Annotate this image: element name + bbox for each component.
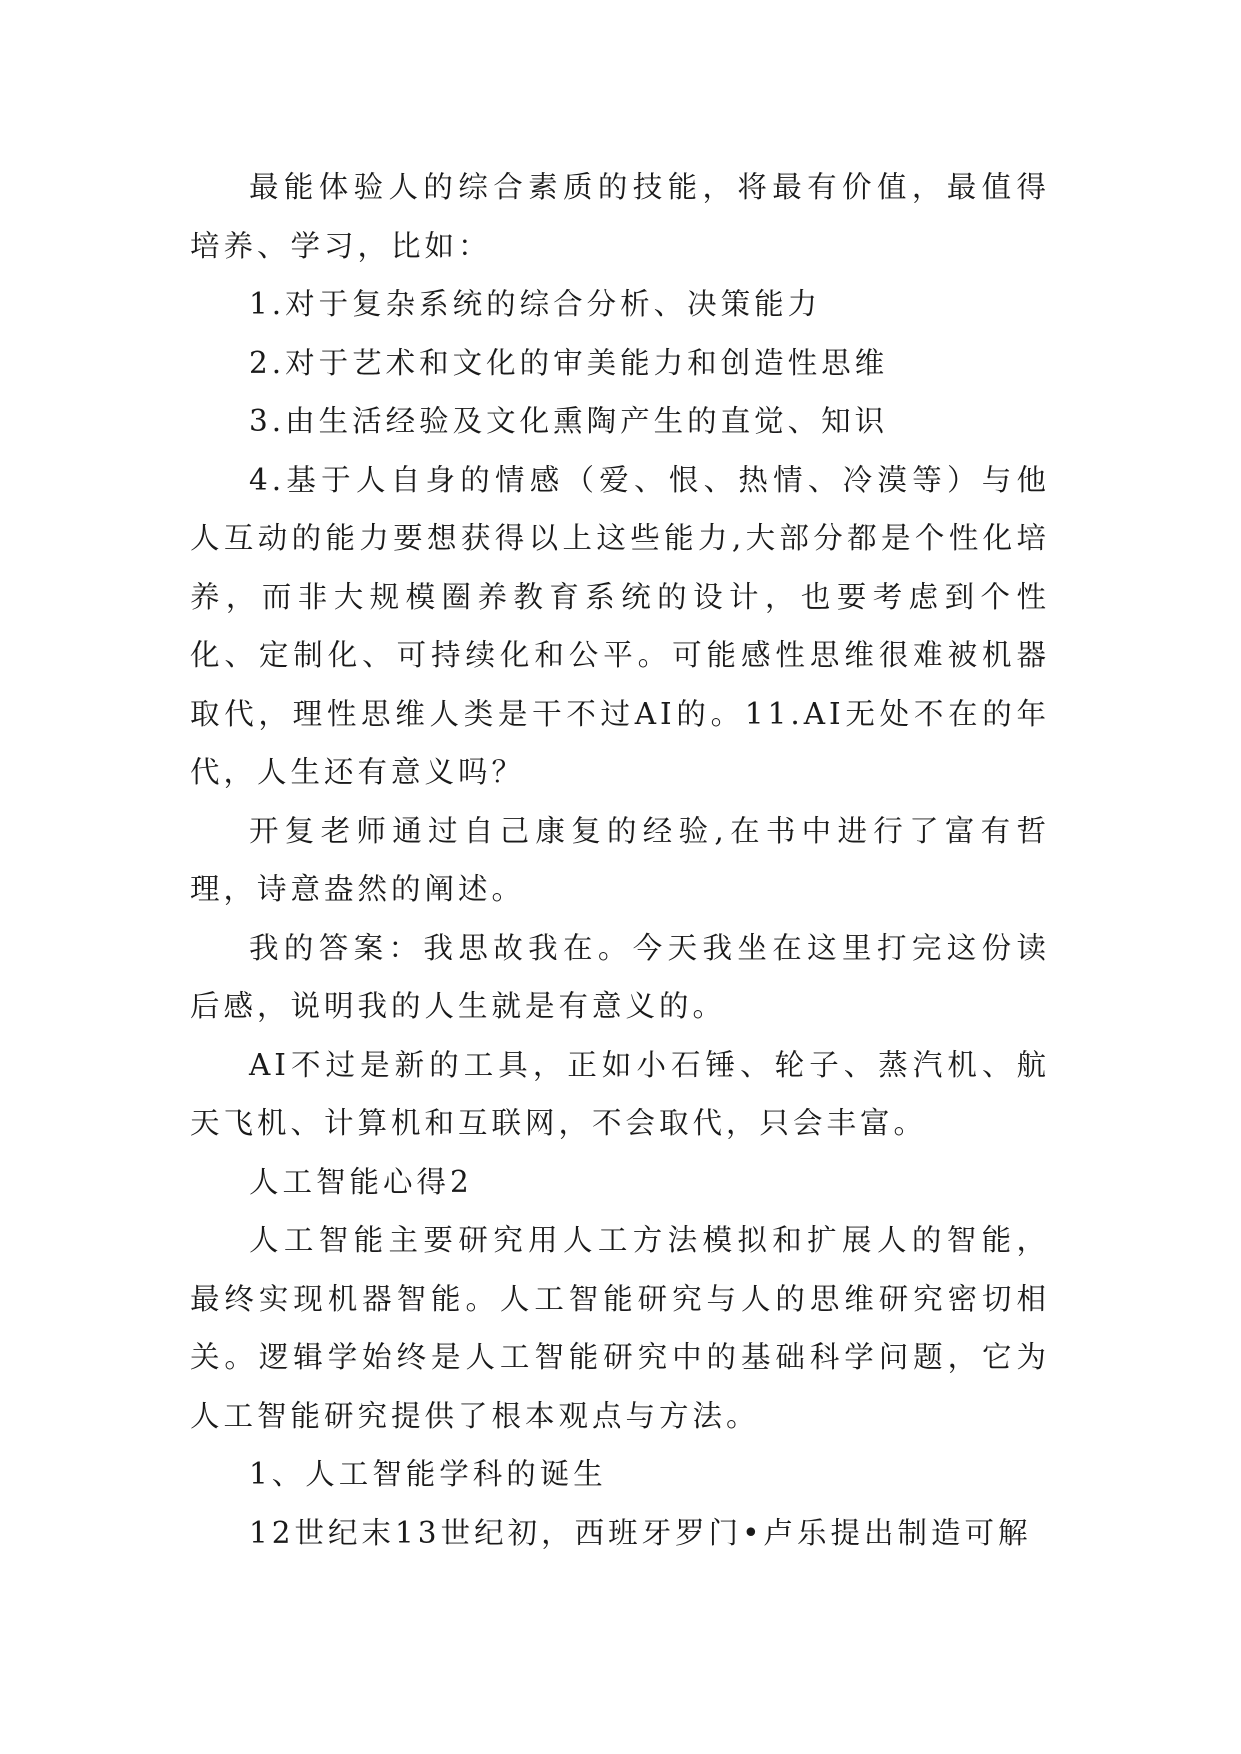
- list-item-3: 3.由生活经验及文化熏陶产生的直觉、知识: [249, 404, 889, 438]
- list-item-2: 2.对于艺术和文化的审美能力和创造性思维: [249, 345, 889, 380]
- section-heading: 人工智能心得2: [249, 1164, 473, 1199]
- list-item-4: 4.基于人自身的情感（爱、恨、热情、冷漠等）与他人互动的能力要想获得以上这些能力,大部分都是个性化培养，而非大规模圈养教育系统的设计，也要考虑到个性化、定制化、可持续化和公平。可能感性思维很难被机器取代，理性思维人类是干不过AI的。11.AI无处不在的年代，人生还有意义吗？: [190, 462, 1050, 789]
- paragraph-history: 12世纪末13世纪初，西班牙罗门•卢乐提出制造可解: [249, 1515, 1032, 1550]
- paragraph-answer: 我的答案：我思故我在。今天我坐在这里打完这份读后感，说明我的人生就是有意义的。: [190, 930, 1050, 1023]
- subsection-heading: 1、人工智能学科的诞生: [249, 1457, 607, 1491]
- paragraph-ai-tool: AI不过是新的工具，正如小石锤、轮子、蒸汽机、航天飞机、计算机和互联网，不会取代，只会丰富。: [190, 1047, 1050, 1140]
- paragraph-intro: 最能体验人的综合素质的技能，将最有价值，最值得培养、学习，比如：: [190, 170, 1050, 263]
- paragraph-kaifu: 开复老师通过自己康复的经验,在书中进行了富有哲理，诗意盎然的阐述。: [190, 813, 1050, 906]
- paragraph-ai-research: 人工智能主要研究用人工方法模拟和扩展人的智能，最终实现机器智能。人工智能研究与人的思维研究密切相关。逻辑学始终是人工智能研究中的基础科学问题，它为人工智能研究提供了根本观点与方法。: [190, 1223, 1050, 1433]
- document-body: [190, 158, 1050, 1562]
- list-item-1: 1.对于复杂系统的综合分析、决策能力: [249, 287, 822, 321]
